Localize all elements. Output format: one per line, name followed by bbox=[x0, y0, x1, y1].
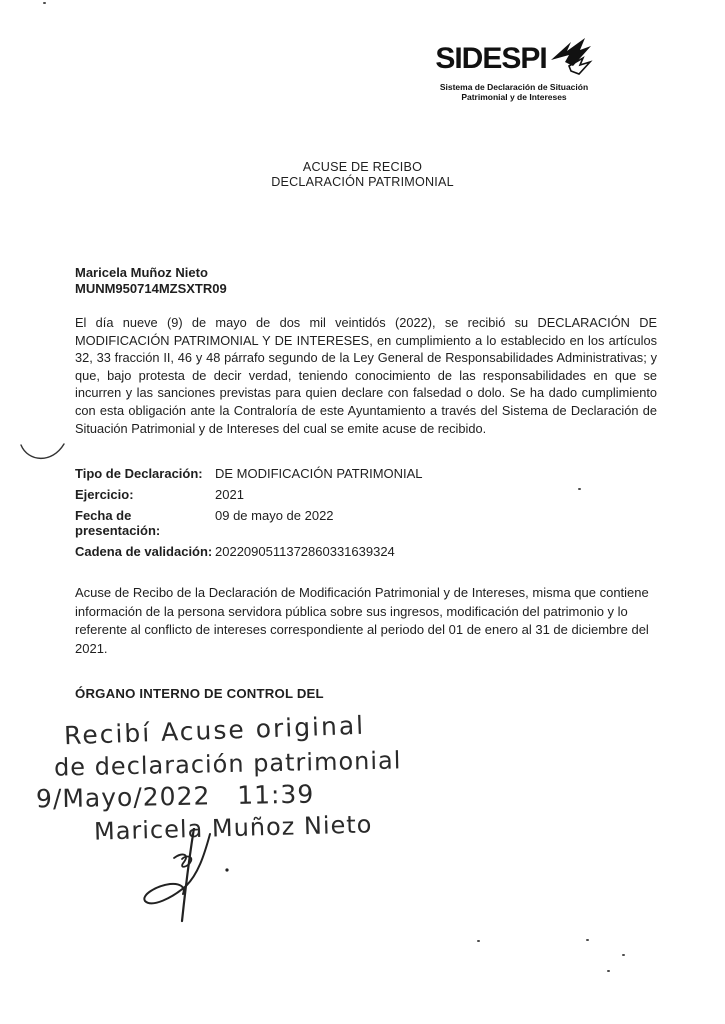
scan-speck bbox=[578, 488, 581, 490]
detail-label-tipo: Tipo de Declaración: bbox=[75, 466, 203, 481]
handwriting-line4: Maricela Muñoz Nieto bbox=[93, 810, 373, 846]
pen-mark-curve bbox=[18, 440, 68, 471]
detail-value-cadena: 2022090511372860331639324 bbox=[215, 544, 395, 559]
detail-value-tipo: DE MODIFICACIÓN PATRIMONIAL bbox=[215, 466, 423, 481]
scan-speck bbox=[43, 2, 46, 4]
recipient-id: MUNM950714MZSXTR09 bbox=[75, 280, 227, 296]
recipient-block bbox=[75, 265, 227, 296]
title-line2: DECLARACIÓN PATRIMONIAL bbox=[271, 175, 454, 189]
logo-arrow-icon bbox=[549, 36, 593, 81]
scan-speck bbox=[622, 954, 625, 956]
handwriting-line1: Recibí Acuse original bbox=[63, 710, 366, 751]
scan-speck bbox=[477, 940, 480, 942]
detail-value-fecha: 09 de mayo de 2022 bbox=[215, 508, 334, 523]
body-paragraph-1: El día nueve (9) de mayo de dos mil veintidós (2022), se recibió su DECLARACIÓN DE MODIFICACIÓN PATRIMONIAL Y DE INTERESES, en cumplimiento a lo establecido en los artículos 32, 33 fracción II, 46 y 48 párrafo segundo de la Ley General de Responsabilidades Administrativas; y que, bajo protesta de decir verdad, teniendo conocimiento de las responsabilidades en que se incurren y las sanciones previstas para quien declare con falsedad o dolo. Se ha dado cumplimiento con esta obligación ante la Contraloría de este Ayuntamiento a través del Sistema de Declaración de Situación Patrimonial y de Intereses del cual se emite acuse de recibido. bbox=[75, 315, 657, 436]
handwriting-line3: 9/Mayo/2022 11:39 bbox=[35, 779, 315, 814]
handwriting-line2: de declaración patrimonial bbox=[53, 746, 402, 782]
logo-tagline-line1: Sistema de Declaración de Situación bbox=[439, 82, 589, 92]
recipient-name: Maricela Muñoz Nieto bbox=[75, 265, 208, 280]
title-line1: ACUSE DE RECIBO bbox=[302, 160, 423, 174]
body-paragraph-2: Acuse de Recibo de la Declaración de Modificación Patrimonial y de Intereses, misma que contiene información de la persona servidora pública sobre sus ingresos, modificación del patrimonio y lo referente al conflicto de intereses correspondiente al periodo del 01 de enero al 31 de diciembre del 2021. bbox=[75, 585, 649, 656]
declaration-details bbox=[75, 466, 423, 559]
detail-label-cadena: Cadena de validación: bbox=[75, 544, 213, 559]
logo-wordmark: SIDESPI bbox=[435, 41, 547, 75]
detail-value-ejercicio: 2021 bbox=[215, 487, 244, 502]
detail-label-ejercicio: Ejercicio: bbox=[75, 487, 134, 502]
document-title bbox=[0, 160, 725, 190]
logo-tagline-line2: Patrimonial y de Intereses bbox=[461, 92, 567, 102]
organ-heading: ÓRGANO INTERNO DE CONTROL DEL bbox=[75, 686, 324, 701]
signature-scribble bbox=[128, 828, 238, 928]
detail-label-fecha: Fecha de presentación: bbox=[75, 508, 161, 538]
scan-speck bbox=[607, 970, 610, 972]
sidespi-logo bbox=[428, 36, 600, 102]
scan-speck bbox=[586, 939, 589, 941]
